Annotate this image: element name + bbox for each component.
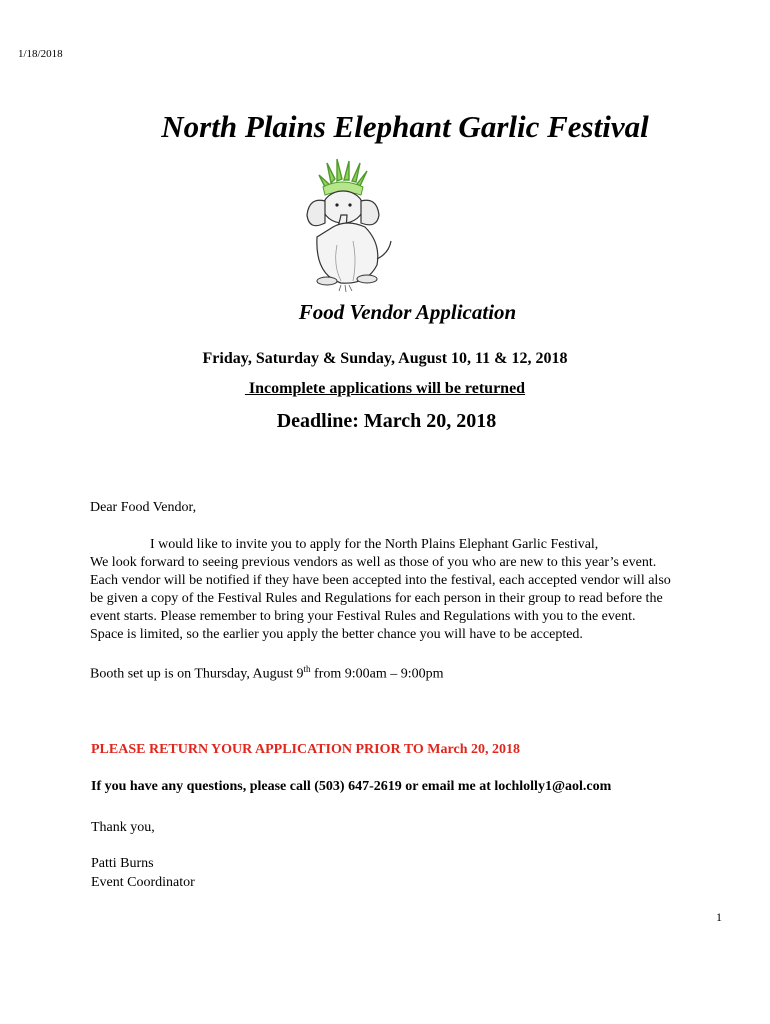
page-number: 1 [716,910,722,924]
setup-text-start: Booth set up is on Thursday, August 9 [90,666,304,682]
signer-title: Event Coordinator [91,875,195,890]
setup-text-end: from 9:00am – 9:00pm [310,666,444,682]
signer-name: Patti Burns [91,856,154,871]
return-application-notice: PLEASE RETURN YOUR APPLICATION PRIOR TO March 20, 2018 [91,742,520,757]
letter-line: Each vendor will be notified if they have been accepted into the festival, each accepted vendor will also [90,573,671,588]
event-dates: Friday, Saturday & Sunday, August 10, 11 & 12, 2018 [202,350,568,367]
letter-line: event starts. Please remember to bring your Festival Rules and Regulations with you to the event. [90,609,636,624]
letter-line: I would like to invite you to apply for the North Plains Elephant Garlic Festival, [150,537,599,552]
deadline-heading: Deadline: March 20, 2018 [276,410,497,432]
letter-body [90,536,730,644]
document-date: 1/18/2018 [18,48,63,60]
setup-text-ordinal: th [303,664,311,674]
letter-line: We look forward to seeing previous vendors as well as those of you who are new to this year’s event. [90,555,657,570]
booth-setup-text [90,660,730,684]
elephant-garlic-logo-icon [297,157,397,293]
letter-line: be given a copy of the Festival Rules and Regulations for each person in their group to read before the [90,591,663,606]
letter-closing: Thank you, [91,820,155,835]
letter-greeting: Dear Food Vendor, [90,500,197,515]
letter-line: Space is limited, so the earlier you apply the better chance you will have to be accepted. [90,627,583,642]
festival-title: North Plains Elephant Garlic Festival [161,109,649,144]
signature-block [91,854,195,892]
application-subtitle: Food Vendor Application [298,300,517,324]
incomplete-applications-notice: Incomplete applications will be returned [244,380,526,397]
questions-contact-line: If you have any questions, please call (503) 647-2619 or email me at lochlolly1@aol.com [91,779,612,794]
